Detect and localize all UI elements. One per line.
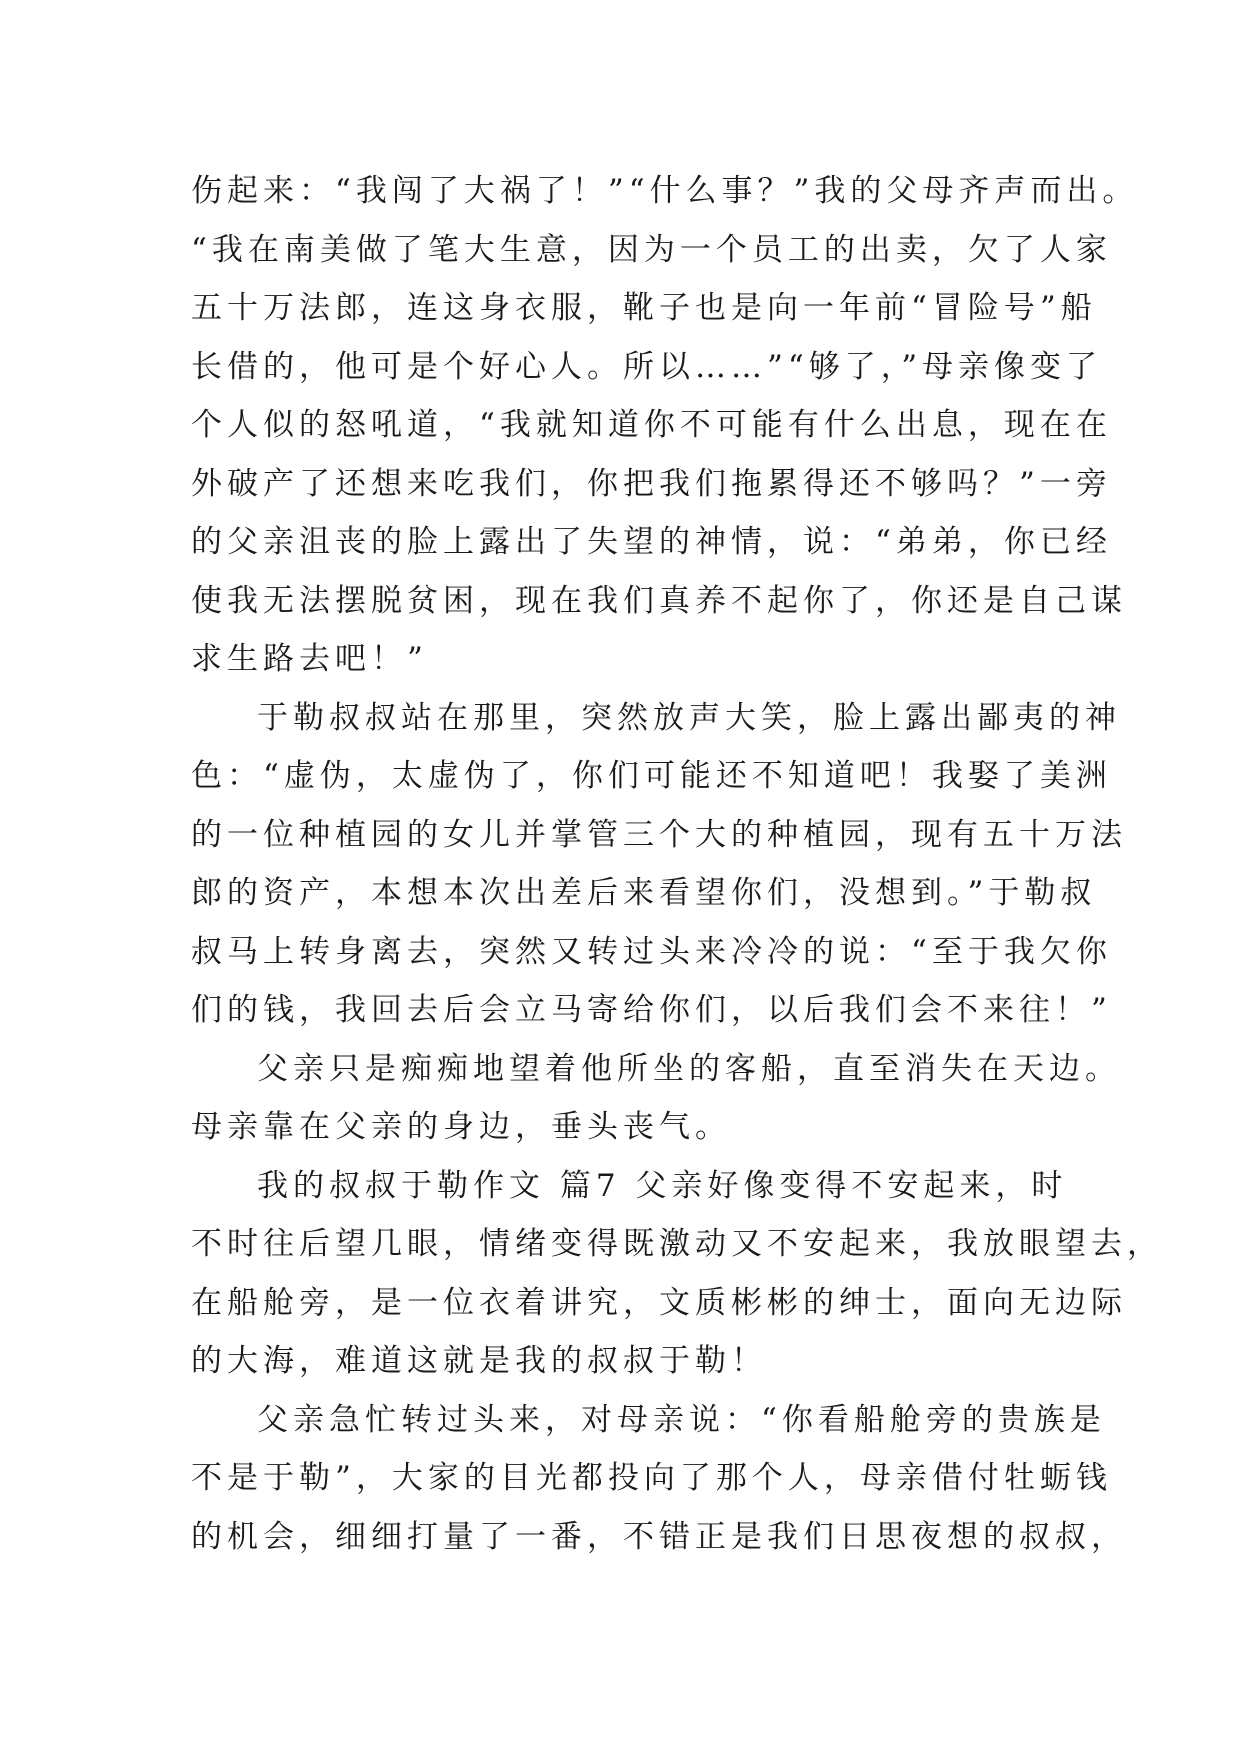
text-line: 的父亲沮丧的脸上露出了失望的神情，说：“弟弟，你已经 — [191, 524, 1112, 560]
text-line: 的机会，细细打量了一番，不错正是我们日思夜想的叔叔， — [191, 1518, 1127, 1555]
section-heading-line: 我的叔叔于勒作文 篇7 父亲好像变得不安起来，时 — [257, 1167, 1068, 1204]
text-line: 五十万法郎，连这身衣服，靴子也是向一年前“冒险号”船 — [191, 290, 1097, 326]
text-line: 的大海，难道这就是我的叔叔于勒！ — [191, 1343, 767, 1379]
text-line: 使我无法摆脱贫困，现在我们真养不起你了，你还是自己谋 — [191, 582, 1127, 619]
text-line: 母亲靠在父亲的身边，垂头丧气。 — [191, 1109, 731, 1145]
text-line: 叔马上转身离去，突然又转过头来冷冷的说：“至于我欠你 — [191, 933, 1112, 970]
paragraph-start-line: 父亲只是痴痴地望着他所坐的客船，直至消失在天边。 — [257, 1050, 1121, 1087]
text-line: 伤起来：“我闯了大祸了！”“什么事？”我的父母齐声而出。 — [191, 173, 1139, 209]
paragraph-start-line: 父亲急忙转过头来，对母亲说：“你看船舱旁的贵族是 — [257, 1401, 1106, 1438]
text-line: 色：“虚伪，太虚伪了，你们可能还不知道吧！我娶了美洲 — [191, 758, 1112, 794]
body-text — [191, 162, 1163, 1566]
text-line: 不是于勒”，大家的目光都投向了那个人，母亲借付牡蛎钱 — [191, 1460, 1112, 1496]
text-line: 外破产了还想来吃我们，你把我们拖累得还不够吗？”一旁 — [191, 465, 1112, 502]
text-line: 长借的，他可是个好心人。所以……”“够了，”母亲像变了 — [191, 348, 1103, 385]
text-line: “我在南美做了笔大生意，因为一个员工的出卖，欠了人家 — [191, 231, 1112, 268]
text-line: 个人似的怒吼道，“我就知道你不可能有什么出息，现在在 — [191, 407, 1112, 443]
text-line: 不时往后望几眼，情绪变得既激动又不安起来，我放眼望去， — [191, 1226, 1163, 1262]
text-line: 郎的资产，本想本次出差后来看望你们，没想到。”于勒叔 — [191, 875, 1097, 911]
paragraph-start-line: 于勒叔叔站在那里，突然放声大笑，脸上露出鄙夷的神 — [257, 699, 1121, 736]
text-line: 在船舱旁，是一位衣着讲究，文质彬彬的绅士，面向无边际 — [191, 1284, 1127, 1321]
text-line: 们的钱，我回去后会立马寄给你们，以后我们会不来往！” — [191, 992, 1112, 1028]
text-line: 的一位种植园的女儿并掌管三个大的种植园，现有五十万法 — [191, 816, 1127, 853]
text-line: 求生路去吧！” — [191, 641, 428, 677]
